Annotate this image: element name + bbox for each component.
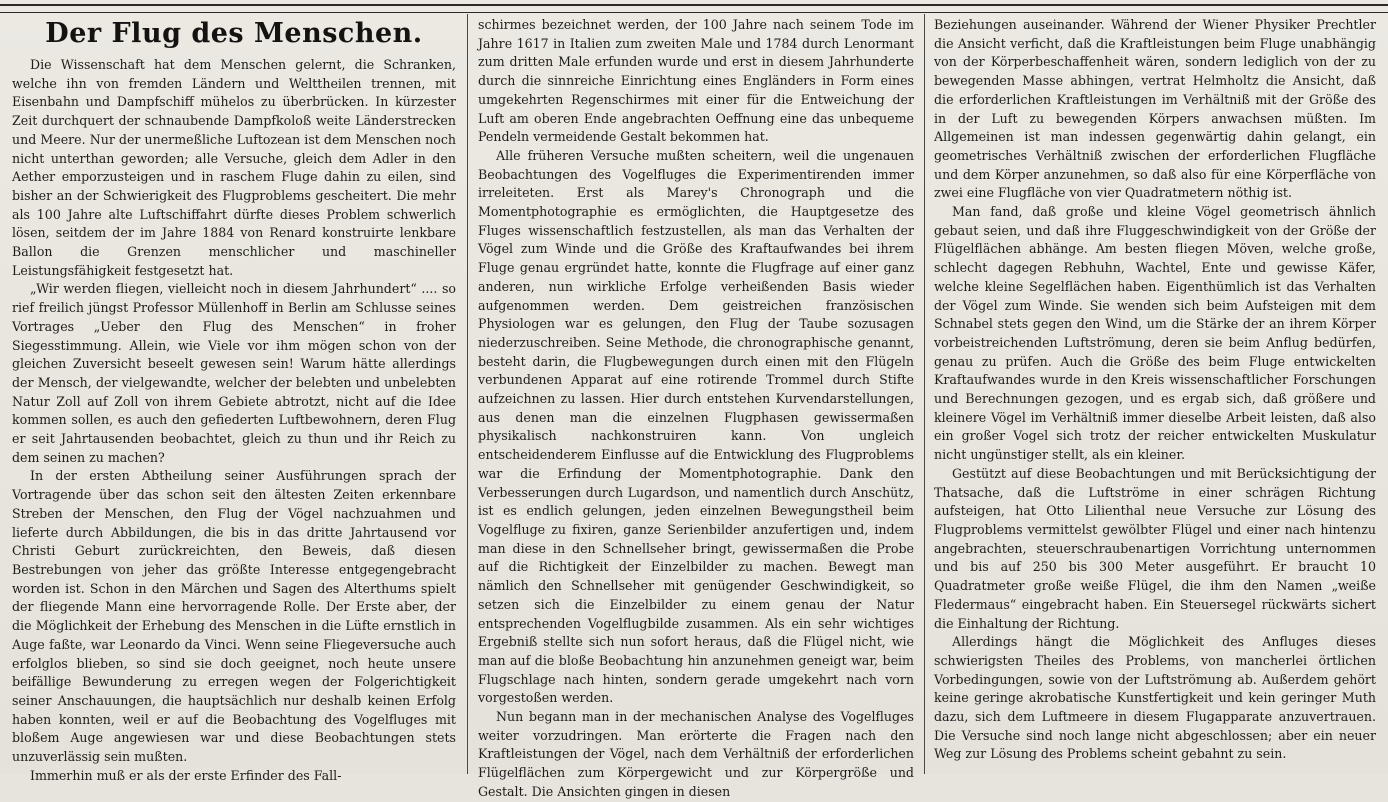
paragraph: Allerdings hängt die Möglichkeit des Anfluges dieses schwierigsten Theiles des Problems, von mancherlei örtlichen Vorbedingungen, sowie von der Luftströmung ab. Außerdem gehört keine geringe akrobatische Kunstfertigkeit und kein geringer Muth dazu, sich dem Luftmeere in diesem Flugapparate anzuvertrauen. Die Versuche sind noch lange nicht abgeschlossen; aber ein neuer Weg zur Lösung des Problems scheint gebahnt zu sein. [934, 634, 1376, 762]
paragraph: Beziehungen auseinander. Während der Wiener Physiker Prechtler die Ansicht verficht, daß die Kraftleistungen beim Fluge unabhängig von der Körperbeschaffenheit wären, sondern lediglich von der zu bewegenden Masse abhingen, vertrat Helmholtz die Ansicht, daß die erforderlichen Kraftleistungen im Verhältniß mit der Größe des in der Luft zu bewegenden Körpers anwachsen müßten. Im Allgemeinen ist man indessen gegenwärtig dahin gelangt, ein geometrisches Verhältniß zwischen der erforderlichen Flugfläche und dem Körper anzunehmen, so daß also für eine Körperfläche von zwei eine Flugfläche von vier Quadratmetern nöthig ist. [934, 17, 1376, 201]
paragraph: Die Wissenschaft hat dem Menschen gelernt, die Schranken, welche ihn von fremden Ländern und Welttheilen trennen, mit Eisenbahn und Dampfschiff mühelos zu überbrücken. In kürzester Zeit durchquert der schnaubende Dampfkoloß weite Länderstrecken und Meere. Nur der unermeßliche Luftozean ist dem Menschen noch nicht unterthan geworden; alle Versuche, gleich dem Adler in den Aether emporzusteigen und in raschem Fluge dahin zu eilen, sind bisher an der Schwierigkeit des Flugproblems gescheitert. Die mehr als 100 Jahre alte Luftschiffahrt dürfte dieses Problem schwerlich lösen, seitdem der im Jahre 1884 von Renard konstruirte lenkbare Ballon die Grenzen menschlicher und maschineller Leistungsfähigkeit festgesetzt hat. [12, 57, 456, 278]
article-column-1 [12, 16, 456, 783]
paragraph: Man fand, daß große und kleine Vögel geometrisch ähnlich gebaut seien, und daß ihre Fluggeschwindigkeit von der Größe der Flügelflächen abhänge. Am besten fliegen Möven, welche große, schlecht dagegen Rebhuhn, Wachtel, Ente und gewisse Käfer, welche kleine Segelflächen haben. Eigenthümlich ist das Verhalten der Vögel zum Winde. Sie wenden sich beim Aufsteigen mit dem Schnabel stets gegen den Wind, um die Stärke der an ihrem Körper vorbeistreichenden Luftströmung, deren sie beim Anflug bedürfen, genau zu prüfen. Auch die Größe des beim Fluge entwickelten Kraftaufwandes wurde in den Kreis wissenschaftlicher Forschungen und Berechnungen gezogen, und es ergab sich, daß größere und kleinere Vögel im Verhältniß immer dieselbe Arbeit leisten, daß also ein großer Vogel sich trotz der reicher entwickelten Muskulatur nicht ungünstiger stellt, als ein kleiner. [934, 204, 1376, 463]
column-divider [924, 14, 925, 774]
article-title: Der Flug des Menschen. [45, 18, 423, 49]
article-column-3 [934, 16, 1376, 770]
paragraph: „Wir werden fliegen, vielleicht noch in diesem Jahrhundert“ .... so rief freilich jüngst Professor Müllenhoff in Berlin am Schlusse seines Vortrages „Ueber den Flug des Menschen“ in froher Siegesstimmung. Allein, wie Viele vor ihm mögen schon von der gleichen Zuversicht beseelt gewesen sein! Warum hätte allerdings der Mensch, der vielgewandte, welcher der belebten und unbelebten Natur Zoll auf Zoll von ihrem Gebiete abtrotzt, nicht auf die Idee kommen sollen, es auch den gefiederten Luftbewohnern, deren Flug er seit Jahrtausenden beobachtet, gleich zu thun und ihr Reich zu dem seinen zu machen? [12, 281, 456, 465]
article-column-2 [478, 16, 914, 799]
paragraph: Alle früheren Versuche mußten scheitern, weil die ungenauen Beobachtungen des Vogelfluges die Experimentirenden immer irreleiteten. Erst als Marey's Chronograph und die Momentphotographie es ermöglichten, die Hauptgesetze des Fluges wissenschaftlich festzustellen, als man das Verhalten der Vögel zum Winde und die Größe des Kraftaufwandes bei ihrem Fluge genau ergründet hatte, konnte die Flugfrage auf einer ganz anderen, nun wirkliche Erfolge verheißenden Basis wieder aufgenommen werden. Dem geistreichen französischen Physiologen war es gelungen, den Flug der Taube sozusagen niederzuschreiben. Seine Methode, die chronographische genannt, besteht darin, die Flugbewegungen durch einen mit den Flügeln verbundenen Apparat auf eine rotirende Trommel durch Stifte aufzeichnen zu lassen. Hier durch entstehen Kurvendarstellungen, aus denen man die einzelnen Flugphasen gewissermaßen physikalisch nachkonstruiren kann. Von ungleich entscheidenderem Einflusse auf die Entwicklung des Flugproblems war die Erfindung der Momentphotographie. Dank den Verbesserungen durch Lugardson, und namentlich durch Anschütz, ist es endlich gelungen, jeden einzelnen Bewegungstheil beim Vogelfluge zu fixiren, ganze Serienbilder anzufertigen und, indem man diese in den Schnellseher bringt, gewissermaßen die Probe auf die Richtigkeit der Einzelbilder zu machen. Bewegt man nämlich den Schnellseher mit genügender Geschwindigkeit, so setzen sich die Einzelbilder zu einem genau der Natur entsprechenden Vogelflugbilde zusammen. Als ein sehr wichtiges Ergebniß stellte sich nun sofort heraus, daß die Flügel nicht, wie man auf die bloße Beobachtung hin anzunehmen geneigt war, beim Flugschlage nach hinten, sondern gerade umgekehrt nach vorn vorgestoßen werden. [478, 147, 914, 706]
paragraph: In der ersten Abtheilung seiner Ausführungen sprach der Vortragende über das schon seit den ältesten Zeiten erkennbare Streben der Menschen, den Flug der Vögel nachzuahmen und lieferte durch Abbildungen, die bis in das dritte Jahrtausend vor Christi Geburt zurückreichten, den Beweis, daß diesen Bestrebungen von jeher das größte Interesse entgegengebracht worden ist. Schon in den Märchen und Sagen des Alterthums spielt der fliegende Mann eine hervorragende Rolle. Der Erste aber, der die Möglichkeit der Erhebung des Menschen in die Lüfte ernstlich in Auge faßte, war Leonardo da Vinci. Wenn seine Fliegeversuche auch erfolglos blieben, so sind sie doch geeignet, noch heute unsere beifällige Bewunderung zu erregen wegen der Folgerichtigkeit seiner Anschauungen, die hauptsächlich nur deshalb keinen Erfolg haben konnten, weil er auf die Beobachtung des Vogelfluges mit bloßem Auge angewiesen war und diese Beobachtungen stets unzuverlässig sein mußten. [12, 468, 456, 765]
column-divider [467, 14, 468, 774]
paragraph: Immerhin muß er als der erste Erfinder des Fall- [30, 767, 342, 783]
paragraph: Gestützt auf diese Beobachtungen und mit Berücksichtigung der Thatsache, daß die Luftströme in einer schrägen Richtung aufsteigen, hat Otto Lilienthal neue Versuche zur Lösung des Flugproblems vermittelst gewölbter Flügel und einer nach hintenzu angebrachten, steuerschraubenartigen Vorrichtung unternommen und bis auf 250 bis 300 Meter ausgeführt. Er braucht 10 Quadratmeter große weiße Flügel, die ihm den Namen „weiße Fledermaus“ eingebracht haben. Ein Steuersegel rückwärts sichert die Einhaltung der Richtung. [934, 465, 1376, 631]
paragraph: schirmes bezeichnet werden, der 100 Jahre nach seinem Tode im Jahre 1617 in Italien zum zweiten Male und 1784 durch Lenormant zum dritten Male erfunden wurde und erst in diesem Jahrhunderte durch die sinnreiche Einrichtung eines Engländers in Form eines umgekehrten Regenschirmes mit einer für die Entweichung der Luft am oberen Ende angebrachten Oeffnung eine das unbequeme Pendeln vermeidende Gestalt bekommen hat. [478, 17, 914, 145]
paragraph: Nun begann man in der mechanischen Analyse des Vogelfluges weiter vorzudringen. Man erörterte die Fragen nach den Kraftleistungen der Vögel, nach dem Verhältniß der erforderlichen Flügelflächen zum Körpergewicht und zur Körpergröße und Gestalt. Die Ansichten gingen in diesen [478, 709, 914, 799]
top-rule [0, 4, 1388, 13]
